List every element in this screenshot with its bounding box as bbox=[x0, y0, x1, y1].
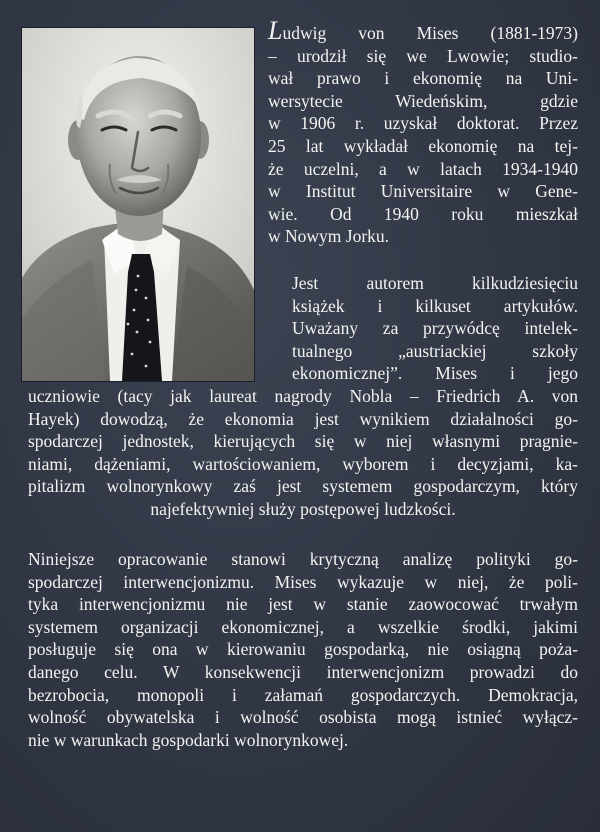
paragraph-line: Niniejsze opracowanie stanowi krytyczną analizę polityki go- bbox=[28, 549, 578, 569]
bio-line: w 1906 r. uzyskał doktorat. Przez bbox=[268, 113, 578, 134]
bio-line: że uczelni, a w latach 1934-1940 bbox=[268, 158, 578, 179]
drop-cap-letter: L bbox=[268, 16, 283, 45]
bio-line: w Institut Universitaire w Gene- bbox=[268, 181, 578, 202]
bio-line: wie. Od 1940 roku mieszkał bbox=[268, 203, 578, 224]
paragraph-line: tyka interwencjonizmu nie jest w stanie zaowocować trwałym bbox=[28, 594, 578, 615]
bio-line: wersytecie Wiedeńskim, gdzie bbox=[268, 90, 578, 111]
paragraph-line: pitalizm wolnorynkowy zaś jest systemem gospodarczym, który bbox=[28, 476, 578, 497]
bio-line: 25 lat wykładał ekonomię na tej- bbox=[268, 135, 578, 156]
author-biography-paragraph bbox=[268, 16, 578, 248]
bio-line: w Nowym Jorku. bbox=[268, 226, 390, 247]
paragraph-line: posługuje się ona w kierowaniu gospodarką, nie osiągną poża- bbox=[28, 639, 578, 660]
paragraph-line: ekonomicznej”. Mises i jego bbox=[292, 363, 578, 384]
paragraph-line: Uważany za przywódcę intelek- bbox=[292, 318, 578, 339]
paragraph-line: spodarczej jednostek, kierujących się w niej własnymi pragnie- bbox=[28, 431, 578, 452]
paragraph-line: nie w warunkach gospodarki wolnorynkowej. bbox=[28, 729, 349, 750]
paragraph-line: tualnego „austriackiej szkoły bbox=[292, 340, 578, 361]
paragraph-line: uczniowie (tacy jak laureat nagrody Nobla – Friedrich A. von bbox=[28, 385, 578, 406]
bio-first-line-text: udwig von Mises (1881-1973) bbox=[282, 23, 578, 43]
paragraph-line: danego celu. W konsekwencji interwencjonizm prowadzi do bbox=[28, 661, 578, 682]
paragraph-line: Hayek) dowodzą, że ekonomia jest wynikiem działalności go- bbox=[28, 408, 578, 429]
author-works-paragraph bbox=[28, 272, 578, 521]
paragraph-line: bezrobocia, monopoli i załamań gospodarczych. Demokracja, bbox=[28, 684, 578, 705]
bio-line bbox=[268, 16, 578, 45]
bio-line: – urodził się we Lwowie; studio- bbox=[268, 45, 578, 66]
paragraph-line: książek i kilkuset artykułów. bbox=[292, 295, 578, 316]
paragraph-line: Jest autorem kilkudziesięciu bbox=[292, 273, 578, 293]
paragraph-line: spodarczej interwencjonizmu. Mises wykazuje w niej, że poli- bbox=[28, 571, 578, 592]
paragraph-line: wolność obywatelska i wolność osobista mogą istnieć wyłącz- bbox=[28, 707, 578, 728]
paragraph-line: najefektywniej służy postępowej ludzkości. bbox=[150, 498, 456, 519]
book-description-paragraph bbox=[28, 548, 578, 751]
paragraph-line: systemem organizacji ekonomicznej, a wszelkie środki, jakimi bbox=[28, 616, 578, 637]
bio-line: wał prawo i ekonomię na Uni- bbox=[268, 68, 578, 89]
paragraph-line: niami, dążeniami, wartościowaniem, wyborem i decyzjami, ka- bbox=[28, 453, 578, 474]
